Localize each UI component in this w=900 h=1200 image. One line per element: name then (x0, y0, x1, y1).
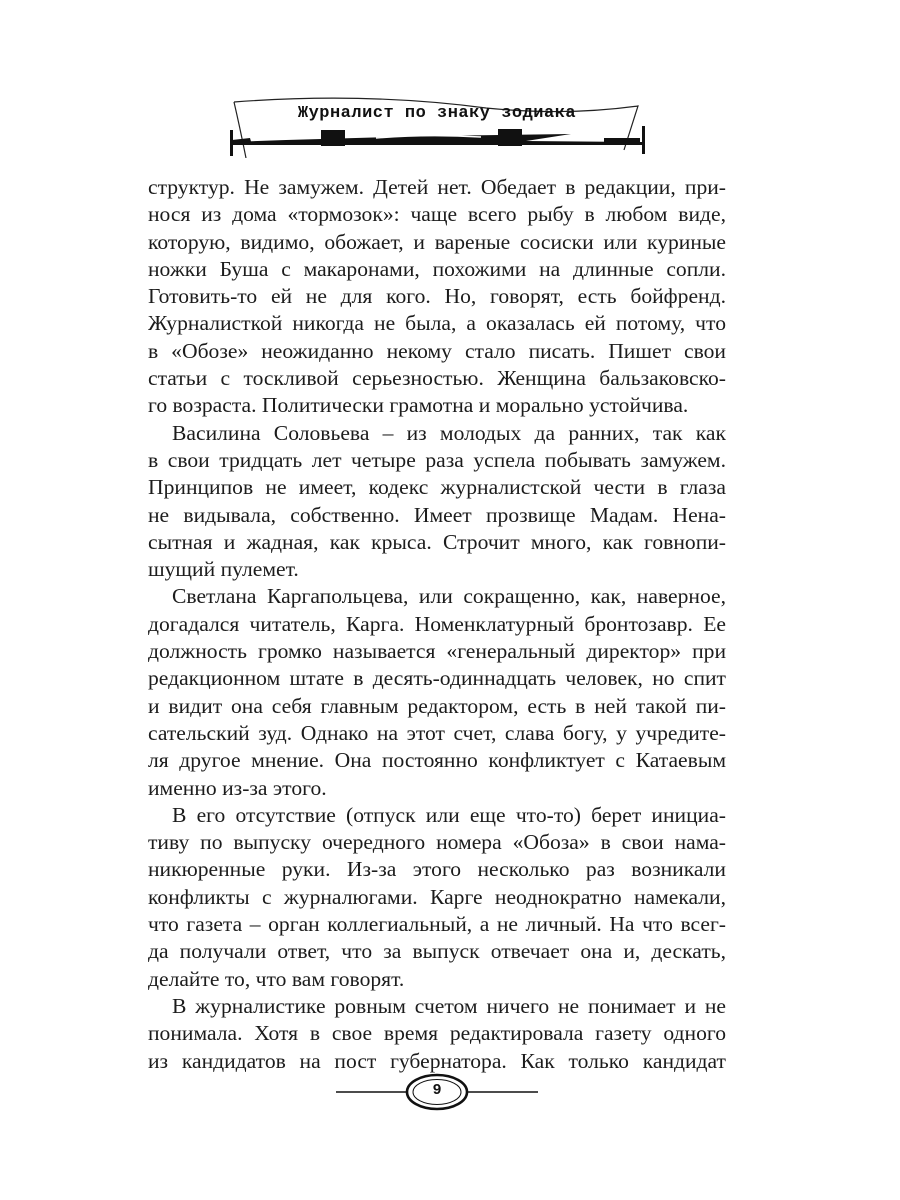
text-line: в «Обозе» неожиданно некому стало писать. Пишет свои (148, 338, 726, 363)
paragraph (148, 420, 726, 584)
text-line: должность громко называется «генеральный директор» при (148, 639, 726, 664)
text-line: Журналисткой никогда не была, а оказалась ей потому, что (148, 311, 726, 336)
text-line: Принципов не имеет, кодекс журналистской чести в глаза (148, 475, 726, 500)
text-line: что газета – орган коллегиальный, а не личный. На что всег- (148, 912, 726, 937)
running-header (226, 78, 648, 158)
text-line: которую, видимо, обожает, и вареные сосиски или куриные (148, 229, 726, 254)
text-line: сательский зуд. Однако на этот счет, слава богу, у учредите- (148, 720, 726, 745)
text-line: В журналистике ровным счетом ничего не понимает и не (172, 993, 726, 1018)
text-line: тиву по выпуску очередного номера «Обоза» в свои нама- (148, 830, 726, 855)
text-line: сытная и жадная, как крыса. Строчит много, как говнопи- (148, 529, 726, 554)
running-title: Журналист по знаку зодиака (297, 104, 577, 123)
text-line: го возраста. Политически грамотна и морально устойчива. (148, 393, 689, 418)
text-line: и видит она себя главным редактором, есть в ней такой пи- (148, 693, 726, 718)
text-line: да получали ответ, что за выпуск отвечает она и, дескать, (148, 939, 726, 964)
page-body (148, 174, 726, 1075)
text-line: именно из-за этого. (148, 775, 327, 800)
text-line: ля другое мнение. Она постоянно конфликтует с Катаевым (148, 748, 726, 773)
text-line: В его отсутствие (отпуск или еще что-то) берет инициа- (172, 802, 726, 827)
text-line: понимала. Хотя в свое время редактировала газету одного (148, 1021, 726, 1046)
text-line: никюренные руки. Из-за этого несколько раз возникали (148, 857, 726, 882)
paragraph (148, 993, 726, 1075)
text-line: не видывала, собственно. Имеет прозвище Мадам. Нена- (148, 502, 726, 527)
text-line: нося из дома «тормозок»: чаще всего рыбу в любом виде, (148, 202, 726, 227)
text-line: редакционном штате в десять-одиннадцать человек, но спит (148, 666, 726, 691)
paragraph (148, 583, 726, 801)
text-line: конфликты с журналюгами. Карге неоднократно намекали, (148, 884, 726, 909)
paragraph (148, 174, 726, 420)
text-line: догадался читатель, Карга. Номенклатурный бронтозавр. Ее (148, 611, 726, 636)
text-line: структур. Не замужем. Детей нет. Обедает в редакции, при- (148, 175, 726, 199)
text-line: из кандидатов на пост губернатора. Как только кандидат (148, 1048, 726, 1073)
text-line: делайте то, что вам говорят. (148, 966, 405, 991)
text-line: Василина Соловьева – из молодых да ранних, так как (172, 420, 726, 445)
text-line: статьи с тоскливой серьезностью. Женщина бальзаковско- (148, 366, 726, 391)
text-line: ножки Буша с макаронами, похожими на длинные сопли. (148, 256, 726, 281)
text-line: Светлана Каргапольцева, или сокращенно, как, наверное, (172, 584, 726, 609)
page-number: 9 (432, 1081, 442, 1098)
page-footer (334, 1072, 540, 1112)
paragraph (148, 802, 726, 993)
text-line: шущий пулемет. (148, 557, 299, 582)
text-line: Готовить-то ей не для кого. Но, говорят, есть бойфренд. (148, 284, 726, 309)
text-line: в свои тридцать лет четыре раза успела побывать замужем. (148, 447, 726, 472)
